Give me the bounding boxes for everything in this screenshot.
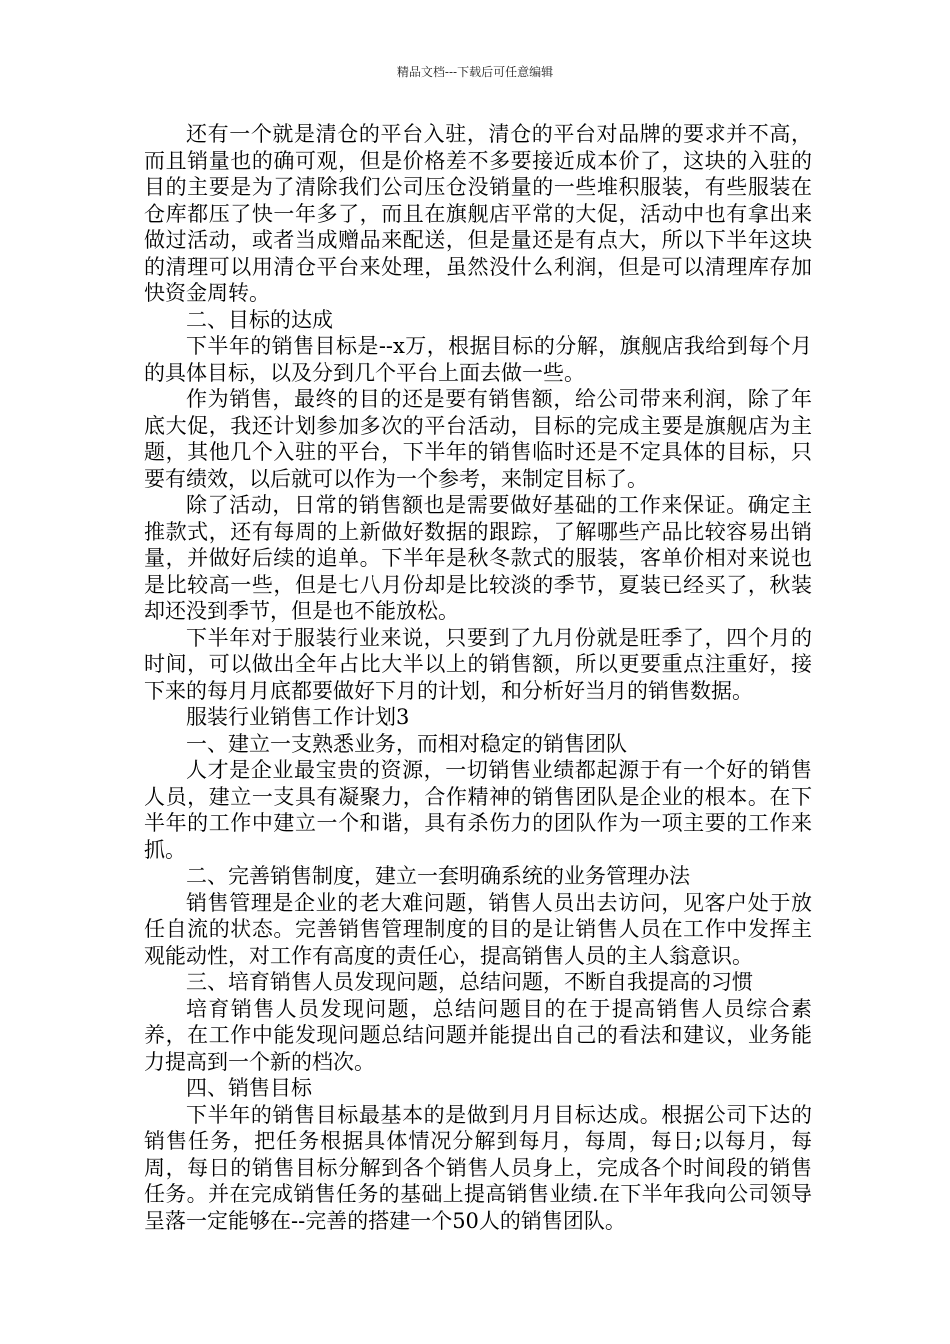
section-heading-system: 二、完善销售制度，建立一套明确系统的业务管理办法 [186,864,690,888]
page-header: 精品文档---下载后可任意编辑 [396,65,554,79]
paragraph-sales-target: 下半年的销售目标是--x万，根据目标的分解，旗舰店我给到每个月的具体目标，以及分到几个平台上面去做一些。 [144,334,812,385]
document-subtitle: 服装行业销售工作计划3 [186,705,410,729]
section-heading-team: 一、建立一支熟悉业务，而相对稳定的销售团队 [186,731,627,756]
paragraph-team: 人才是企业最宝贵的资源，一切销售业绩都起源于有一个好的销售人员，建立一支具有凝聚力，合作精神的销售团队是企业的根本。在下半年的工作中建立一个和谐，具有杀伤力的团队作为一项主要的工作来抓。 [144,758,812,862]
section-heading-habits: 三、培育销售人员发现问题，总结问题，不断自我提高的习惯 [186,970,753,994]
document-body [144,121,812,1234]
paragraph-target: 下半年的销售目标最基本的是做到月月目标达成。根据公司下达的销售任务，把任务根据具体情况分解到每月，每周，每日;以每月，每周，每日的销售目标分解到各个销售人员身上，完成各个时间段的销售任务。并在完成销售任务的基础上提高销售业绩.在下半年我向公司领导呈落一定能够在--完善的搭建一个50人的销售团队。 [144,1102,812,1233]
section-heading-goal: 二、目标的达成 [186,307,333,332]
paragraph-peak-season: 下半年对于服装行业来说，只要到了九月份就是旺季了，四个月的时间，可以做出全年占比大半以上的销售额，所以更要重点注重好，接下来的每月月底都要做好下月的计划，和分析好当月的销售数据。 [144,625,812,703]
paragraph-system: 销售管理是企业的老大难问题，销售人员出去访问，见客户处于放任自流的状态。完善销售管理制度的目的是让销售人员在工作中发挥主观能动性，对工作有高度的责任心，提高销售人员的主人翁意识。 [144,890,812,968]
section-heading-target: 四、销售目标 [186,1076,312,1100]
paragraph-habits: 培育销售人员发现问题，总结问题目的在于提高销售人员综合素养，在工作中能发现问题总结问题并能提出自己的看法和建议，业务能力提高到一个新的档次。 [144,996,812,1074]
paragraph-daily-sales: 除了活动，日常的销售额也是需要做好基础的工作来保证。确定主推款式，还有每周的上新做好数据的跟踪，了解哪些产品比较容易出销量，并做好后续的追单。下半年是秋冬款式的服装，客单价相对来说也是比较高一些，但是七八月份却是比较淡的季节，夏装已经买了，秋装却还没到季节，但是也不能放松。 [144,493,812,623]
paragraph-sales-revenue: 作为销售，最终的目的还是要有销售额，给公司带来利润，除了年底大促，我还计划参加多次的平台活动，目标的完成主要是旗舰店为主题，其他几个入驻的平台，下半年的销售临时还是不定具体的目标，只要有绩效，以后就可以作为一个参考，来制定目标了。 [144,387,812,491]
paragraph-clearance-platform: 还有一个就是清仓的平台入驻，清仓的平台对品牌的要求并不高，而且销量也的确可观，但是价格差不多要接近成本价了，这块的入驻的目的主要是为了清除我们公司压仓没销量的一些堆积服装，有些服装在仓库都压了快一年多了，而且在旗舰店平常的大促，活动中也有拿出来做过活动，或者当成赠品来配送，但是量还是有点大，所以下半年这块的清理可以用清仓平台来处理，虽然没什么利润，但是可以清理库存加快资金周转。 [144,122,812,305]
